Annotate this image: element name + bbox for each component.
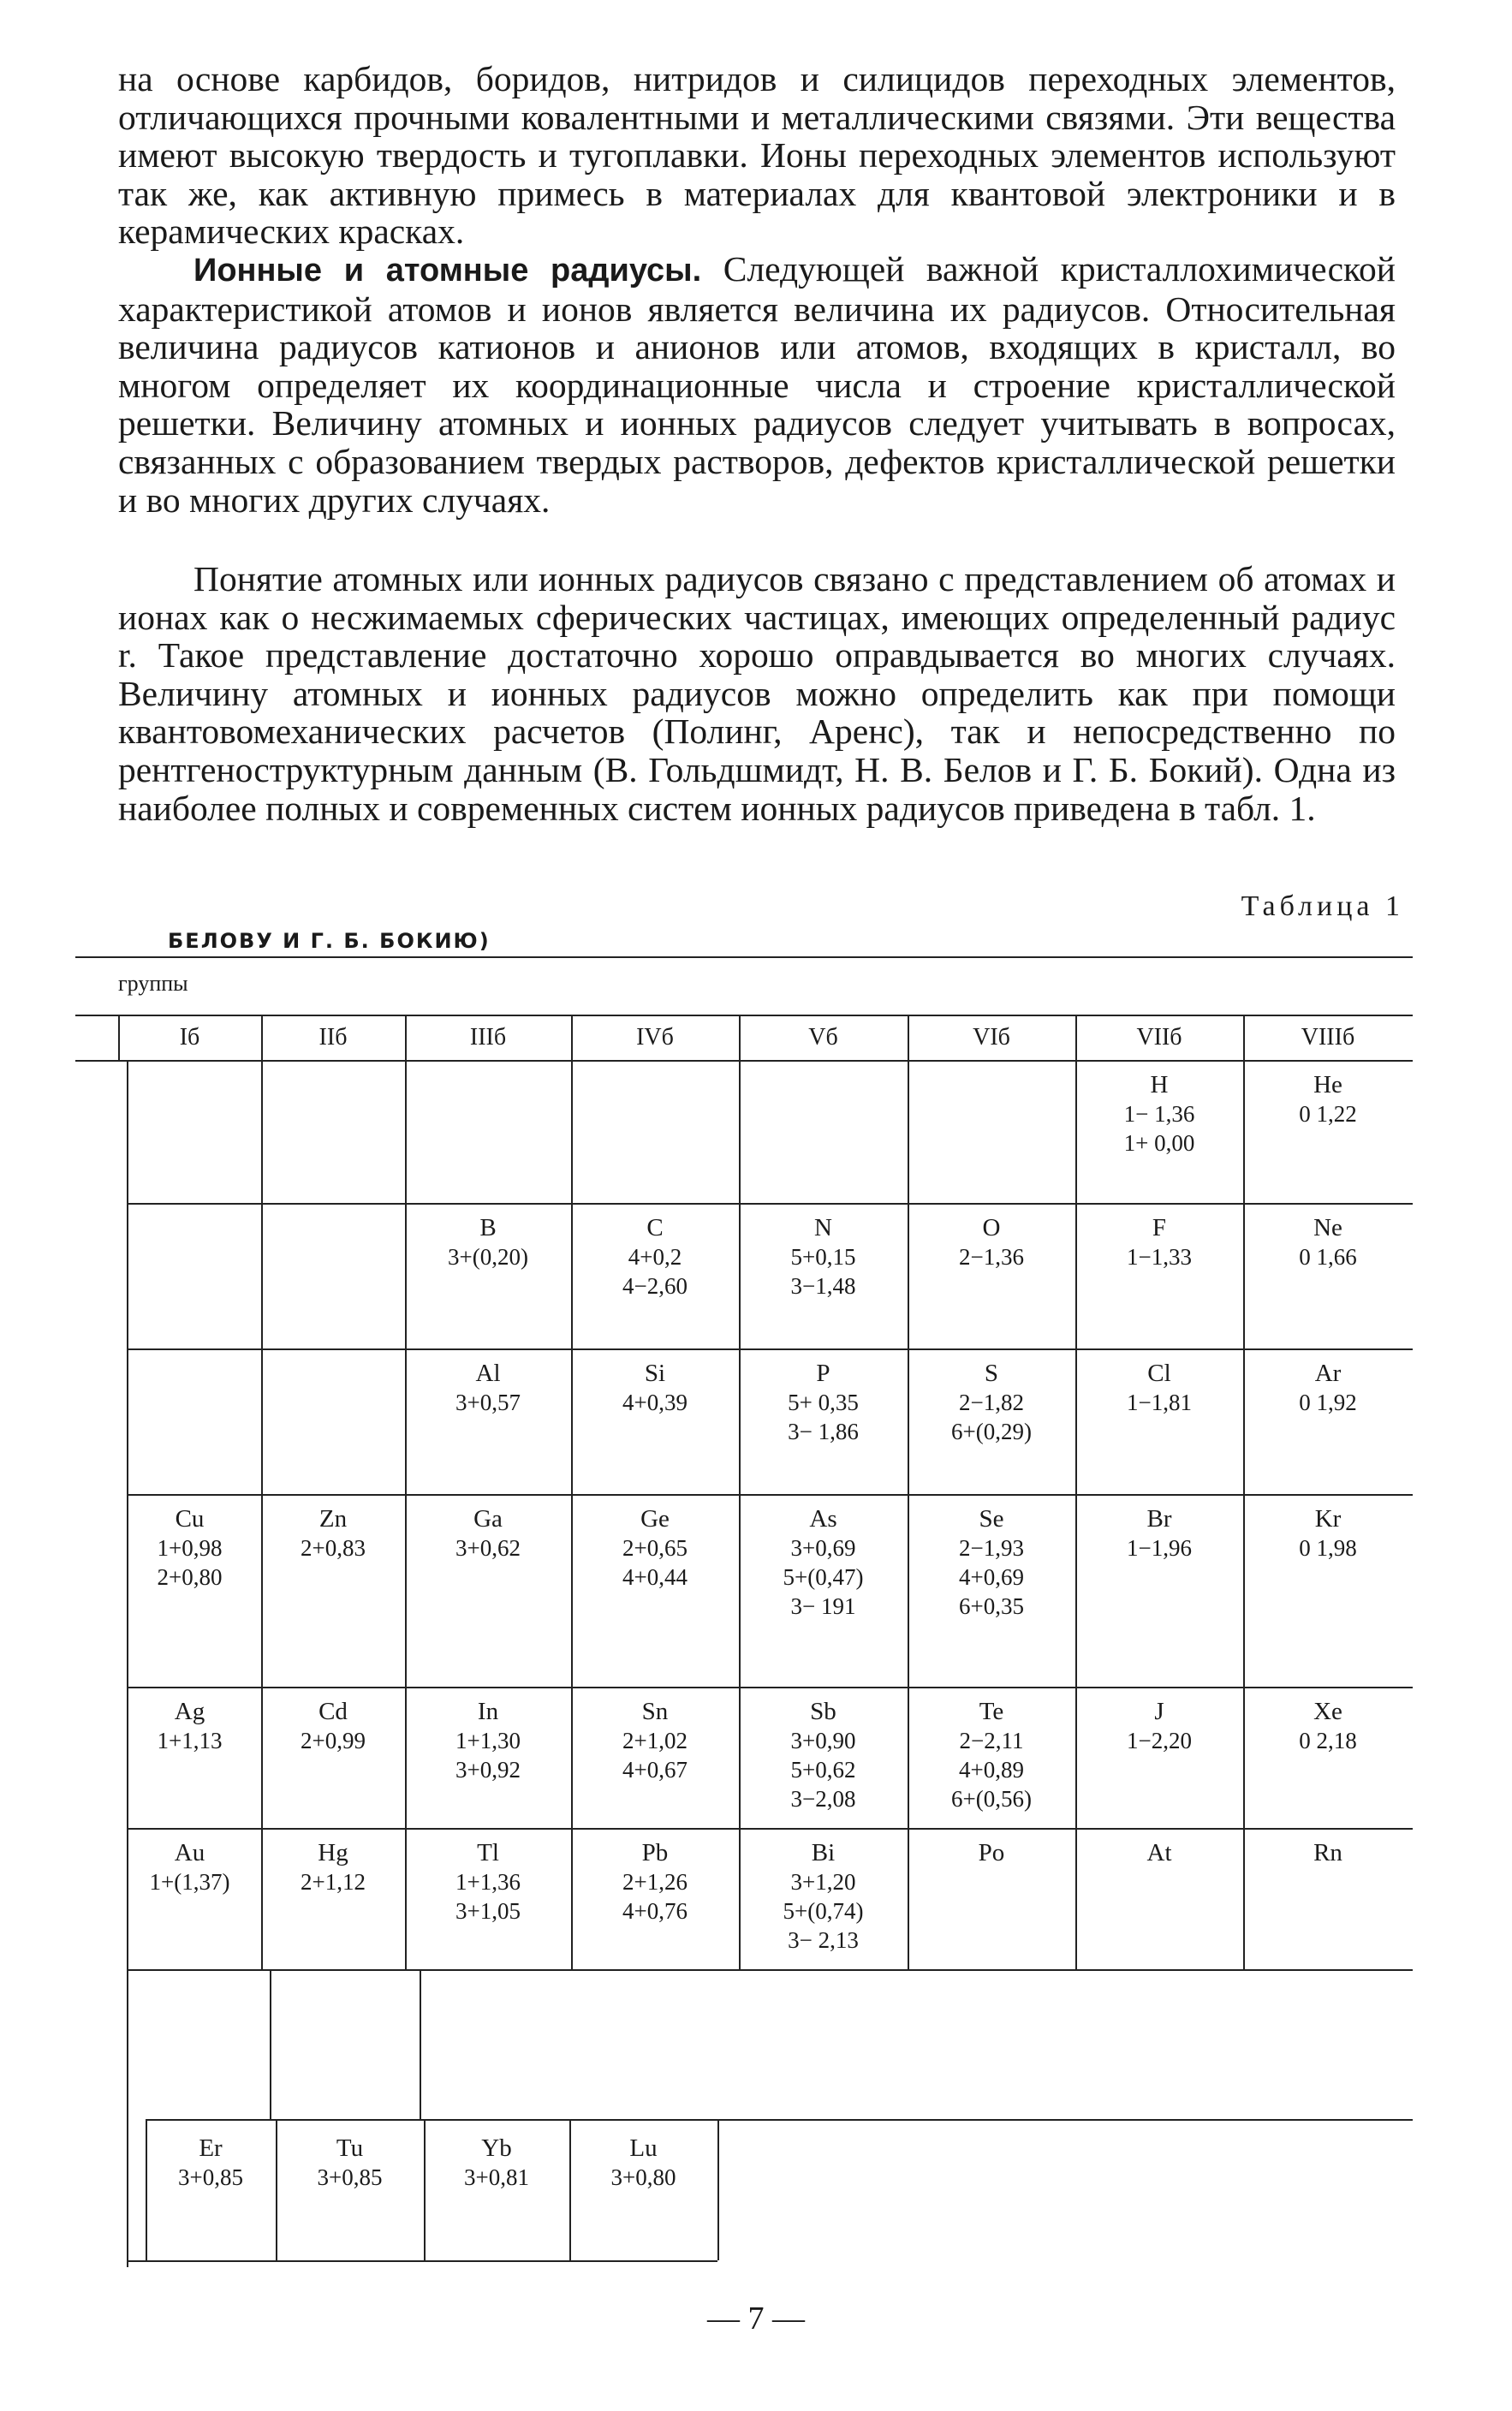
element-cell	[908, 1838, 1075, 1867]
ionic-radius: 4+0,76	[622, 1898, 688, 1924]
row-rule	[146, 2119, 1413, 2121]
ionic-radius: 1−2,20	[1127, 1728, 1192, 1753]
element-symbol: H	[1150, 1071, 1169, 1098]
element-cell	[261, 1504, 405, 1563]
element-cell	[571, 1838, 739, 1926]
element-cell	[1075, 1504, 1243, 1563]
element-symbol: S	[984, 1360, 999, 1387]
element-symbol: Se	[979, 1505, 1004, 1533]
ionic-radius: 3− 2,13	[788, 1927, 859, 1953]
element-cell	[1075, 1070, 1243, 1158]
element-symbol: P	[816, 1360, 830, 1387]
ionic-radius: 1−1,81	[1127, 1390, 1192, 1415]
cell-divider	[261, 1060, 263, 1203]
cell-divider	[571, 1060, 573, 1203]
element-symbol: Sb	[810, 1698, 836, 1725]
element-cell	[908, 1213, 1075, 1271]
element-cell	[908, 1359, 1075, 1446]
ionic-radius: 5+(0,74)	[783, 1898, 864, 1924]
element-symbol: Al	[475, 1360, 501, 1387]
element-symbol: In	[477, 1698, 499, 1725]
ionic-radius: 2+0,83	[301, 1535, 366, 1561]
ionic-radius: 6+(0,29)	[951, 1419, 1032, 1444]
lanthanide-cell	[424, 2134, 569, 2192]
ionic-radius: 2+1,12	[301, 1869, 366, 1895]
ionic-radius: 1− 1,36	[1123, 1101, 1195, 1127]
element-symbol: Xe	[1313, 1698, 1342, 1725]
element-cell	[908, 1697, 1075, 1813]
element-symbol: Cd	[318, 1698, 348, 1725]
column-header: Vб	[808, 1024, 838, 1051]
ionic-radius: 3+(0,20)	[448, 1244, 528, 1270]
element-cell	[739, 1213, 908, 1301]
ionic-radius: 2−1,82	[959, 1390, 1024, 1415]
ionic-radius: 1+1,13	[157, 1728, 223, 1753]
ionic-radius: 3+0,81	[464, 2164, 529, 2190]
ionic-radius: 2−1,93	[959, 1535, 1024, 1561]
element-cell	[739, 1697, 908, 1813]
element-symbol: Si	[644, 1360, 666, 1387]
cell-divider	[261, 1203, 263, 1348]
header-divider	[405, 1015, 407, 1060]
element-symbol: C	[646, 1214, 664, 1241]
element-symbol: Bi	[811, 1839, 836, 1866]
column-header: Iб	[179, 1024, 200, 1051]
element-cell	[261, 1838, 405, 1896]
table-top-rule	[75, 956, 1413, 958]
element-cell	[118, 1504, 261, 1592]
element-cell	[405, 1359, 571, 1417]
ionic-radius: 3−2,08	[790, 1786, 856, 1812]
column-header: IVб	[636, 1024, 674, 1051]
element-symbol: Sn	[641, 1698, 669, 1725]
table-bottom-rule	[127, 2260, 717, 2262]
element-cell	[405, 1504, 571, 1563]
ionic-radius: 4+0,69	[959, 1564, 1024, 1590]
header-divider	[118, 1015, 120, 1060]
element-cell	[1075, 1838, 1243, 1867]
element-symbol: J	[1154, 1698, 1164, 1725]
ionic-radius: 3+0,85	[178, 2164, 243, 2190]
ionic-radius: 2−1,36	[959, 1244, 1024, 1270]
lanthanide-cell	[276, 2134, 424, 2192]
element-cell	[1243, 1070, 1413, 1128]
ionic-radius: 6+(0,56)	[951, 1786, 1032, 1812]
ionic-radius: 4+0,44	[622, 1564, 688, 1590]
ionic-radius: 3+0,90	[790, 1728, 856, 1753]
ionic-radius: 3+0,85	[317, 2164, 383, 2190]
element-symbol: Zn	[318, 1505, 348, 1533]
header-divider	[571, 1015, 573, 1060]
element-symbol: As	[809, 1505, 837, 1533]
header-bottom-rule	[75, 1060, 1413, 1062]
ionic-radius: 2+1,26	[622, 1869, 688, 1895]
ionic-radius: 2−2,11	[959, 1728, 1024, 1753]
ionic-radius: 2+0,99	[301, 1728, 366, 1753]
cell-divider	[420, 1969, 421, 2119]
table-caption: БЕЛОВУ И Г. Б. БОКИЮ)	[168, 929, 491, 953]
ionic-radius: 3+0,92	[455, 1757, 521, 1783]
element-cell	[571, 1697, 739, 1784]
element-cell	[261, 1697, 405, 1755]
ionic-radius: 1−1,33	[1127, 1244, 1192, 1270]
ionic-radius: 6+0,35	[959, 1593, 1024, 1619]
element-symbol: Er	[199, 2134, 223, 2162]
header-divider	[908, 1015, 909, 1060]
paragraph-3: Понятие атомных или ионных радиусов связано с представлением об атомах и ионах как о несжимаемых сферических частицах, имеющих определенный радиус r. Такое представление достаточно хорошо оправдывается во многих случаях. Величину атомных и ионных радиусов можно определить как при помощи квантовомеханических расчетов (Полинг, Аренс), так и непосредственно по рентгеноструктурным данным (В. Гольдшмидт, Н. В. Белов и Г. Б. Бокий). Одна из наиболее полных и современных систем ионных радиусов приведена в табл. 1.	[118, 559, 1396, 828]
element-symbol: Pb	[641, 1839, 669, 1866]
ionic-radius: 4+0,67	[622, 1757, 688, 1783]
element-symbol: Yb	[481, 2134, 512, 2162]
ionic-radius: 3− 1,86	[788, 1419, 859, 1444]
ionic-radius: 5+0,62	[790, 1757, 856, 1783]
paragraph-1: на основе карбидов, боридов, нитридов и силицидов переходных элементов, отличающихся прочными ковалентными и металлическими связями. Эти вещества имеют высокую твердость и тугоплавки. Ионы переходных элементов используют так же, как активную примесь в материалах для квантовой электроники и в керамических красках.	[118, 59, 1396, 252]
ionic-radius: 1+1,30	[455, 1728, 521, 1753]
element-symbol: F	[1152, 1214, 1167, 1241]
ionic-radius: 3+0,80	[610, 2164, 676, 2190]
lanthanide-cell	[569, 2134, 717, 2192]
ionic-radius: 3+0,69	[790, 1535, 856, 1561]
element-cell	[571, 1359, 739, 1417]
header-divider	[1243, 1015, 1245, 1060]
ionic-radius: 4−2,60	[622, 1273, 688, 1299]
groups-rule	[75, 1015, 1413, 1016]
ionic-radius: 4+0,39	[622, 1390, 688, 1415]
cell-divider	[261, 1348, 263, 1494]
ionic-radius: 5+0,15	[790, 1244, 856, 1270]
element-cell	[1075, 1359, 1243, 1417]
element-cell	[1243, 1359, 1413, 1417]
ionic-radius: 5+ 0,35	[788, 1390, 859, 1415]
element-symbol: Hg	[318, 1839, 348, 1866]
column-header: VIIIб	[1301, 1024, 1355, 1051]
groups-label: группы	[118, 971, 188, 996]
element-symbol: N	[814, 1214, 832, 1241]
header-divider	[739, 1015, 741, 1060]
ionic-radius: 0 1,66	[1299, 1244, 1357, 1270]
row-rule	[127, 1348, 1413, 1350]
ionic-radius: 1+ 0,00	[1123, 1130, 1195, 1156]
ionic-radius: 3+0,62	[455, 1535, 521, 1561]
element-symbol: O	[982, 1214, 1001, 1241]
ionic-radius: 0 1,22	[1299, 1101, 1357, 1127]
element-symbol: Ar	[1314, 1360, 1342, 1387]
ionic-radius: 1+0,98	[157, 1535, 223, 1561]
element-cell	[1243, 1213, 1413, 1271]
element-symbol: Cu	[175, 1505, 205, 1533]
element-cell	[405, 1697, 571, 1784]
element-cell	[739, 1504, 908, 1621]
ionic-radius: 1+(1,37)	[149, 1869, 230, 1895]
column-header: VIIб	[1136, 1024, 1182, 1051]
ionic-radius: 3+1,05	[455, 1898, 521, 1924]
element-cell	[118, 1838, 261, 1896]
element-cell	[1075, 1213, 1243, 1271]
ionic-radius: 4+0,2	[628, 1244, 682, 1270]
element-cell	[405, 1838, 571, 1926]
ionic-radius: 2+0,80	[157, 1564, 223, 1590]
element-cell	[1243, 1697, 1413, 1755]
element-cell	[1243, 1504, 1413, 1563]
ionic-radius: 3− 191	[790, 1593, 856, 1619]
ionic-radius: 0 2,18	[1299, 1728, 1357, 1753]
element-symbol: Ag	[174, 1698, 205, 1725]
page-number: — 7 —	[707, 2301, 805, 2337]
cell-divider	[739, 1060, 741, 1203]
table-left-border	[127, 1060, 128, 2267]
ionic-radius: 3−1,48	[790, 1273, 856, 1299]
element-cell	[571, 1504, 739, 1592]
row-rule	[127, 1969, 1413, 1971]
element-symbol: B	[479, 1214, 497, 1241]
element-symbol: Tl	[477, 1839, 499, 1866]
cell-divider	[717, 2119, 719, 2260]
ionic-radius: 2+0,65	[622, 1535, 688, 1561]
element-symbol: Tu	[336, 2134, 364, 2162]
element-symbol: He	[1313, 1071, 1342, 1098]
element-cell	[739, 1359, 908, 1446]
table-label: Таблица 1	[1241, 890, 1404, 922]
element-symbol: Ga	[473, 1505, 503, 1533]
column-header: IIIб	[469, 1024, 507, 1051]
cell-divider	[908, 1060, 909, 1203]
element-symbol: Br	[1146, 1505, 1172, 1533]
element-cell	[1243, 1838, 1413, 1867]
element-cell	[908, 1504, 1075, 1621]
ionic-radius: 2+1,02	[622, 1728, 688, 1753]
element-cell	[571, 1213, 739, 1301]
element-symbol: Po	[978, 1839, 1005, 1866]
element-symbol: Ge	[640, 1505, 670, 1533]
element-symbol: Au	[174, 1839, 205, 1866]
element-cell	[739, 1838, 908, 1955]
element-symbol: Te	[979, 1698, 1004, 1725]
ionic-radius: 1−1,96	[1127, 1535, 1192, 1561]
element-symbol: Kr	[1314, 1505, 1342, 1533]
header-divider	[1075, 1015, 1077, 1060]
element-symbol: Cl	[1147, 1360, 1171, 1387]
header-divider	[261, 1015, 263, 1060]
column-header: IIб	[318, 1024, 348, 1051]
ionic-radius: 0 1,92	[1299, 1390, 1357, 1415]
row-rule	[127, 1828, 1413, 1830]
element-cell	[1075, 1697, 1243, 1755]
paragraph-2-text: Следующей важной кристаллохимической характеристикой атомов и ионов является величина их радиусов. Относительная величина радиусов катионов и анионов или атомов, входящих в кристалл, во многом определяет их координационные числа и строение кристаллической решетки. Величину атомных и ионных радиусов следует учитывать в вопросах, связанных с образованием твердых растворов, дефектов кристаллической решетки и во многих других случаях.	[118, 249, 1396, 520]
row-rule	[127, 1203, 1413, 1205]
ionic-radius: 3+0,57	[455, 1390, 521, 1415]
row-rule	[127, 1687, 1413, 1688]
lanthanide-cell	[146, 2134, 276, 2192]
ionic-radius: 5+(0,47)	[783, 1564, 864, 1590]
row-rule	[127, 1494, 1413, 1496]
column-header: VIб	[973, 1024, 1010, 1051]
element-cell	[118, 1697, 261, 1755]
element-symbol: Ne	[1313, 1214, 1342, 1241]
element-symbol: Lu	[629, 2134, 658, 2162]
cell-divider	[405, 1060, 407, 1203]
element-cell	[405, 1213, 571, 1271]
section-heading: Ионные и атомные радиусы.	[193, 253, 702, 289]
element-symbol: At	[1146, 1839, 1172, 1866]
ionic-radius: 4+0,89	[959, 1757, 1024, 1783]
cell-divider	[270, 1969, 271, 2119]
ionic-radius: 3+1,20	[790, 1869, 856, 1895]
ionic-radius: 1+1,36	[455, 1869, 521, 1895]
ionic-radius: 0 1,98	[1299, 1535, 1357, 1561]
element-symbol: Rn	[1313, 1839, 1342, 1866]
paragraph-2	[118, 250, 1396, 519]
